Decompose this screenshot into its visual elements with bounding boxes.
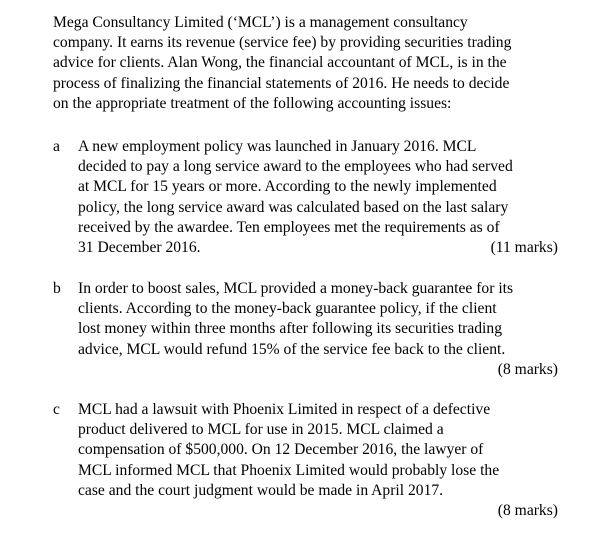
item-line: 31 December 2016. [78,239,201,257]
intro-line: process of finalizing the financial statements of 2016. He needs to decide [53,74,510,92]
item-line: received by the awardee. Ten employees met the requirements as of [78,218,500,236]
marks-label: (8 marks) [497,502,558,520]
marks-label: (8 marks) [497,360,558,378]
item-line: In order to boost sales, MCL provided a money-back guarantee for its [78,280,514,297]
item-line: A new employment policy was launched in January 2016. MCL [78,138,477,155]
marks-label: (11 marks) [490,239,558,257]
marks-row [78,360,558,380]
item-line: product delivered to MCL for use in 2015. MCL claimed a [78,421,444,439]
item-line: advice, MCL would refund 15% of the service fee back to the client. [78,340,506,358]
item-line: MCL informed MCL that Phoenix Limited would probably lose the [78,461,500,479]
item-line: case and the court judgment would be made in April 2017. [78,481,444,499]
item-line: clients. According to the money-back guarantee policy, if the client [78,300,497,318]
intro-line: company. It earns its revenue (service fee) by providing securities trading [53,34,512,52]
intro-line: advice for clients. Alan Wong, the financial accountant of MCL, is in the [53,54,507,72]
item-line: lost money within three months after following its securities trading [78,320,502,338]
item-line: at MCL for 15 years or more. According to the newly implemented [78,178,497,196]
item-body [78,279,558,380]
intro-paragraph [53,13,563,114]
marks-row [78,501,558,521]
item-body [78,137,558,258]
item-letter: c [53,401,60,418]
intro-line: on the appropriate treatment of the following accounting issues: [53,94,452,112]
marks-row [78,238,558,258]
item-body [78,400,558,521]
item-letter: a [53,138,60,155]
intro-line: Mega Consultancy Limited (‘MCL’) is a management consultancy [53,14,468,31]
item-line: policy, the long service award was calculated based on the last salary [78,198,509,216]
item-line: compensation of $500,000. On 12 December 2016, the lawyer of [78,441,484,459]
item-line: decided to pay a long service award to the employees who had served [78,158,513,176]
item-line: MCL had a lawsuit with Phoenix Limited in respect of a defective [78,401,491,418]
item-letter: b [53,280,61,297]
